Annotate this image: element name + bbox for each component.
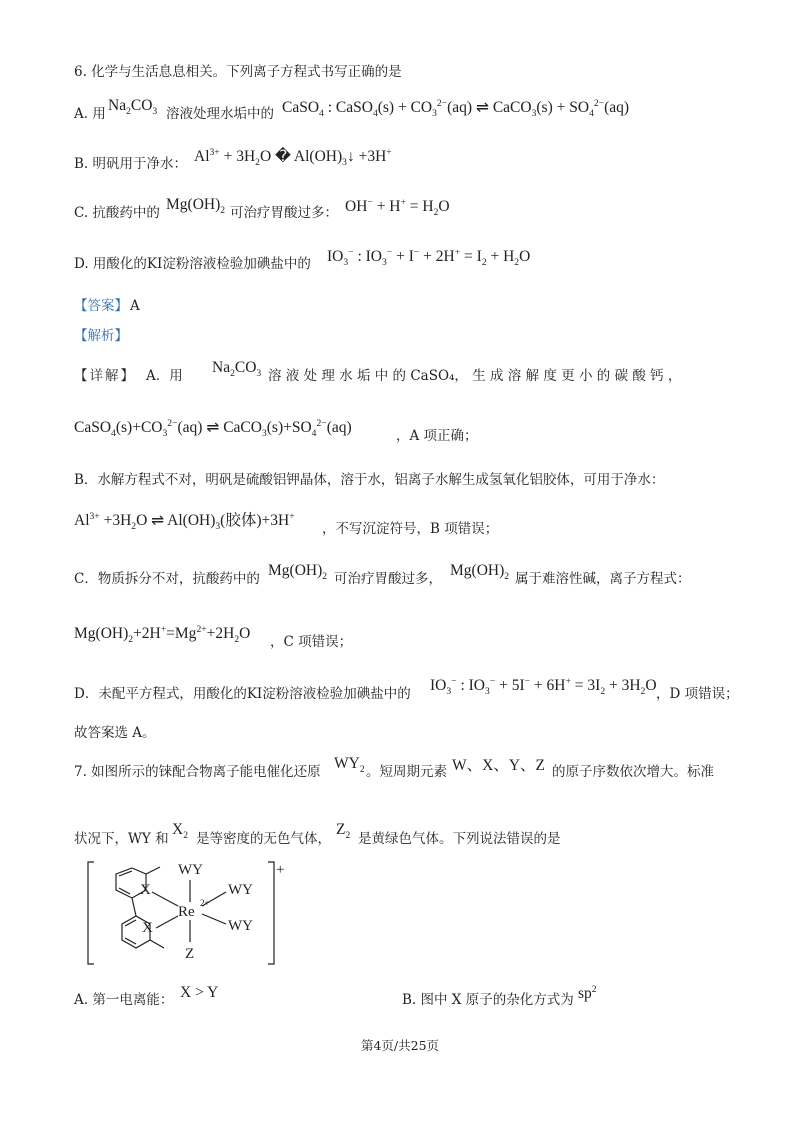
detail-c-prefix: C．物质拆分不对，抗酸药中的 [74,571,260,587]
answer-label: 【答案】 [74,298,128,314]
detail-c-reagent: $Mg(OH)_2$ [268,562,328,583]
detail-a-equation: $CaSO_4(s)+CO_3^{2-}(aq)$ ⇌ $CaCO_3(s)+SO_4^{2-}(aq)$ [74,417,352,440]
detail-conclusion: 故答案选 A。 [74,725,156,741]
q7-x2-formula: $X_2$ [172,821,188,842]
detail-d-end: ，D 项错误； [656,686,739,702]
q6-option-c-middle: 可治疗胃酸过多： [230,205,338,221]
detail-b-text: B．水解方程式不对，明矾是硫酸铝钾晶体，溶于水，铝离子水解生成氢氧化铝胶体，可用于净水： [74,472,665,488]
detail-a-intro: A．用 [146,368,183,384]
detail-d-prefix: D．未配平方程式，用酸化的KI淀粉溶液检验加碘盐中的 [74,686,411,702]
right-bracket [268,862,274,964]
overall-charge: + [276,862,285,878]
detail-b-end: ，不写沉淀符号，B 项错误； [322,521,499,537]
q6-option-d-prefix: D. 用酸化的KI淀粉溶液检验加碘盐中的 [74,256,311,272]
analysis-label: 【解析】 [74,328,128,344]
q6-option-a-middle: 溶液处理水垢中的 [166,106,274,122]
q6-option-a-equation: CaSO$_4$ : CaSO$_4$(s) + $CO_3^{2-}(aq)$ ⇌ CaCO$_3$(s) + $SO_4^{2-}(aq)$ [282,97,630,120]
detail-c-tail: 属于难溶性碱，离子方程式： [515,571,691,587]
q7-option-a-formula: X > Y [180,984,219,1001]
q7-option-b-base: sp [578,985,592,1002]
detail-a-middle: 溶 液 处 理 水 垢 中 的 CaSO₄， 生 成 溶 解 度 更 小 的 碳 酸 钙 ， [268,368,682,384]
q7-option-b: B. 图中 X 原子的杂化方式为 [402,992,574,1008]
metal-label: Re [178,904,195,920]
q7-line2-prefix: 状况下，WY 和 [74,831,169,847]
q7-stem-formula: $WY_2$ [334,755,365,776]
q7-option-b-formula [578,983,597,1002]
q6-option-b-equation: $Al^{3+} + 3H_2O$ � $Al(OH)_3↓ +3H^+$ [194,146,392,169]
q6-option-c-reagent: $Mg(OH)_2$ [166,196,226,217]
detail-c-middle: 可治疗胃酸过多， [334,571,442,587]
q6-option-a-prefix: A. 用 [74,106,106,122]
q7-stem-end: 的原子序数依次增大。标准 [552,764,714,780]
rhenium-complex-diagram [78,858,318,970]
q7-stem-prefix: 7. 如图所示的铼配合物离子能电催化还原 [74,764,321,780]
ligand-top-label: WY [178,862,203,878]
q7-line2-middle: 是等密度的无色气体， [196,831,331,847]
atom-x1-label: X [140,882,151,898]
detail-c-end: ，C 项错误； [270,634,353,650]
q7-option-a: A. 第一电离能： [74,992,174,1008]
q7-line2-end: 是黄绿色气体。下列说法错误的是 [358,831,561,847]
q7-stem-middle: 。短周期元素 [366,764,447,780]
detail-label: 【详解】 [74,368,136,384]
atom-x2-label: X [142,920,153,936]
detail-b-equation: $Al^{3+} +3H_2O$ ⇌ $Al(OH)_3$(胶体)+3H+ [74,510,295,533]
metal-charge: 2+ [200,898,210,908]
ligand-right1-label: WY [228,882,253,898]
q6-option-d-equation: $IO_3^-$ : $IO_3^- + I^- + 2H^+ = I_2 + H_2O$ [327,246,531,269]
q6-option-b-prefix: B. 明矾用于净水： [74,156,188,172]
ligand-bottom-label: Z [185,946,195,962]
q7-z2-formula: $Z_2$ [336,821,351,842]
q6-stem: 6. 化学与生活息息相关。下列离子方程式书写正确的是 [74,64,402,80]
q7-elements: W、X、Y、Z [452,757,545,774]
page-footer: 第4页/共25页 [360,1038,440,1053]
left-bracket [88,862,94,964]
ligand-right2-label: WY [228,918,253,934]
detail-a-end: ，A 项正确； [396,428,478,444]
detail-c-equation: $Mg(OH)_2+2H^+=Mg^{2+}+2H_2O$ [74,623,251,646]
detail-d-equation: $IO_3^-$ : $IO_3^- + 5I^- + 6H^+ = 3I_2 + 3H_2O$ [430,675,657,698]
q7-option-b-sup: 2 [591,983,597,995]
q6-option-a-reagent: $Na_2CO_3$ [108,97,158,118]
answer-value: A [130,298,140,314]
detail-a-reagent: $Na_2CO_3$ [212,359,262,380]
q6-option-c-equation: $OH^- + H^+ = H_2O$ [345,196,450,219]
detail-c-reagent-2: $Mg(OH)_2$ [450,562,510,583]
q6-option-c-prefix: C. 抗酸药中的 [74,205,160,221]
